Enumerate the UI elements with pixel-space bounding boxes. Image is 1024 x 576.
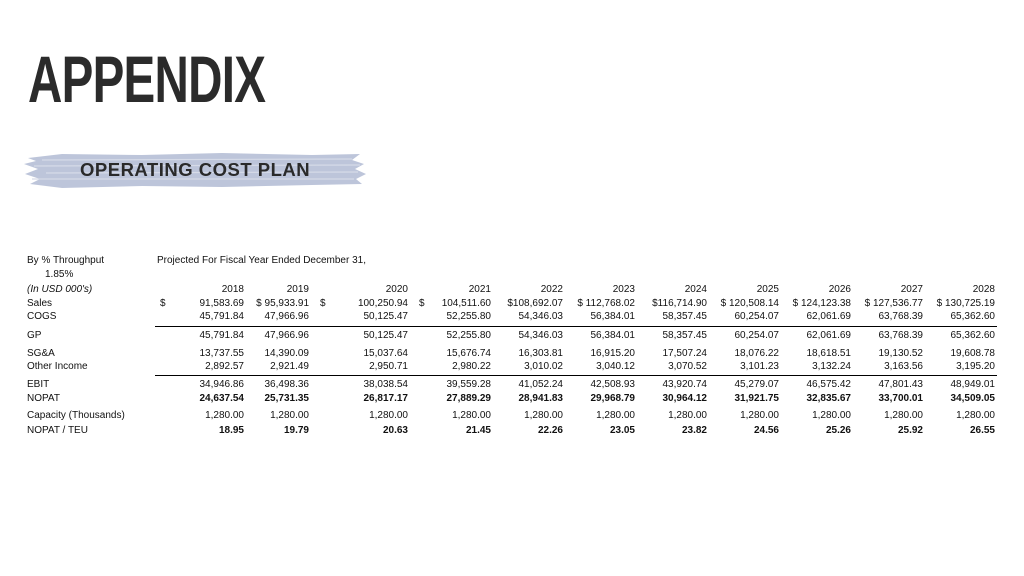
row-label: SG&A xyxy=(27,348,55,359)
table-cell: 19,608.78 xyxy=(950,348,995,359)
subtotal-rule xyxy=(155,326,997,327)
table-cell: $ 112,768.02 xyxy=(577,298,635,309)
table-cell: 100,250.94 xyxy=(357,298,408,309)
table-cell: 1,280.00 xyxy=(812,410,851,421)
table-cell: 3,040.12 xyxy=(596,361,635,372)
table-cell: 56,384.01 xyxy=(590,330,635,341)
table-cell: 33,700.01 xyxy=(878,393,923,404)
table-cell: $ 127,536.77 xyxy=(864,298,923,309)
table-cell: 31,921.75 xyxy=(734,393,779,404)
table-cell: 14,390.09 xyxy=(264,348,309,359)
table-cell: $ 95,933.91 xyxy=(256,298,309,309)
table-cell: $ 124,123.38 xyxy=(792,298,851,309)
table-cell: 19,130.52 xyxy=(878,348,923,359)
table-cell: $ 130,725.19 xyxy=(936,298,995,309)
table-cell: 34,946.86 xyxy=(199,379,244,390)
table-cell: 36,498.36 xyxy=(264,379,309,390)
table-cell: 45,791.84 xyxy=(199,311,244,322)
table-cell: 18.95 xyxy=(218,425,244,436)
table-cell: 3,101.23 xyxy=(740,361,779,372)
table-cell: 45,791.84 xyxy=(199,330,244,341)
table-cell: 2,921.49 xyxy=(270,361,309,372)
table-cell: 21.45 xyxy=(465,425,491,436)
year-header: 2028 xyxy=(972,284,995,295)
row-label: Sales xyxy=(27,298,53,309)
table-cell: 54,346.03 xyxy=(518,330,563,341)
year-header: 2020 xyxy=(385,284,408,295)
table-cell: 24,637.54 xyxy=(199,393,244,404)
table-cell: 24.56 xyxy=(753,425,779,436)
table-cell: 26.55 xyxy=(969,425,995,436)
table-cell: $ 120,508.14 xyxy=(720,298,779,309)
section-label: OPERATING COST PLAN xyxy=(80,159,311,180)
year-header: 2019 xyxy=(286,284,309,295)
row-label: NOPAT xyxy=(27,393,60,404)
header-left: By % Throughput xyxy=(27,255,105,266)
page-title: APPENDIX xyxy=(28,42,266,116)
table-cell: 50,125.47 xyxy=(363,311,408,322)
table-cell: 41,052.24 xyxy=(518,379,563,390)
table-cell: 1,280.00 xyxy=(452,410,491,421)
units-label: (In USD 000's) xyxy=(27,284,93,295)
table-cell: 52,255.80 xyxy=(446,330,491,341)
table-cell: 2,892.57 xyxy=(205,361,244,372)
table-cell: 54,346.03 xyxy=(518,311,563,322)
table-cell: 47,801.43 xyxy=(878,379,923,390)
table-cell: 62,061.69 xyxy=(806,311,851,322)
year-header: 2022 xyxy=(540,284,563,295)
year-header: 2027 xyxy=(900,284,923,295)
table-cell: 3,163.56 xyxy=(884,361,923,372)
year-header: 2023 xyxy=(612,284,635,295)
table-cell: 1,280.00 xyxy=(740,410,779,421)
row-label: GP xyxy=(27,330,42,341)
table-cell: 38,038.54 xyxy=(363,379,408,390)
table-cell: 104,511.60 xyxy=(441,298,491,309)
row-label: Capacity (Thousands) xyxy=(27,410,125,421)
table-cell: 42,508.93 xyxy=(590,379,635,390)
table-cell: 29,968.79 xyxy=(590,393,635,404)
currency-mark: $ xyxy=(160,298,166,309)
table-cell: 56,384.01 xyxy=(590,311,635,322)
table-cell: 3,010.02 xyxy=(524,361,563,372)
table-cell: 15,037.64 xyxy=(363,348,408,359)
year-header: 2018 xyxy=(221,284,244,295)
table-cell: 58,357.45 xyxy=(662,330,707,341)
table-cell: 22.26 xyxy=(537,425,563,436)
table-cell: 28,941.83 xyxy=(518,393,563,404)
table-cell: 2,980.22 xyxy=(452,361,491,372)
table-cell: 46,575.42 xyxy=(806,379,851,390)
table-cell: 63,768.39 xyxy=(878,330,923,341)
table-cell: 20.63 xyxy=(382,425,408,436)
table-cell: 3,132.24 xyxy=(812,361,851,372)
row-label: NOPAT / TEU xyxy=(27,425,88,436)
table-cell: 27,889.29 xyxy=(446,393,491,404)
throughput-pct: 1.85% xyxy=(45,269,74,280)
table-cell: 63,768.39 xyxy=(878,311,923,322)
table-cell: 16,915.20 xyxy=(590,348,635,359)
year-header: 2021 xyxy=(468,284,491,295)
currency-mark: $ xyxy=(320,298,326,309)
table-cell: 43,920.74 xyxy=(662,379,707,390)
table-cell: 23.05 xyxy=(609,425,635,436)
table-cell: 1,280.00 xyxy=(369,410,408,421)
table-cell: 1,280.00 xyxy=(524,410,563,421)
table-cell: $116,714.90 xyxy=(652,298,707,309)
table-cell: 18,076.22 xyxy=(734,348,779,359)
table-cell: 18,618.51 xyxy=(806,348,851,359)
table-cell: 47,966.96 xyxy=(264,311,309,322)
table-cell: 1,280.00 xyxy=(668,410,707,421)
table-cell: 52,255.80 xyxy=(446,311,491,322)
table-cell: 25.26 xyxy=(825,425,851,436)
year-header: 2026 xyxy=(828,284,851,295)
table-cell: 19.79 xyxy=(283,425,309,436)
table-cell: 25.92 xyxy=(897,425,923,436)
table-cell: 30,964.12 xyxy=(662,393,707,404)
table-cell: 3,070.52 xyxy=(668,361,707,372)
table-cell: 15,676.74 xyxy=(446,348,491,359)
header-caption: Projected For Fiscal Year Ended December 31, xyxy=(157,255,366,266)
table-cell: 34,509.05 xyxy=(950,393,995,404)
currency-mark: $ xyxy=(419,298,425,309)
year-header: 2024 xyxy=(684,284,707,295)
table-cell: 17,507.24 xyxy=(662,348,707,359)
subtotal-rule xyxy=(155,375,997,376)
row-label: Other Income xyxy=(27,361,88,372)
table-cell: 65,362.60 xyxy=(950,330,995,341)
table-cell: 47,966.96 xyxy=(264,330,309,341)
table-cell: 32,835.67 xyxy=(806,393,851,404)
table-cell: 2,950.71 xyxy=(369,361,408,372)
table-cell: 39,559.28 xyxy=(446,379,491,390)
table-cell: 50,125.47 xyxy=(363,330,408,341)
table-cell: 58,357.45 xyxy=(662,311,707,322)
table-cell: 23.82 xyxy=(681,425,707,436)
table-cell: 1,280.00 xyxy=(205,410,244,421)
table-cell: 60,254.07 xyxy=(734,311,779,322)
table-cell: 16,303.81 xyxy=(518,348,563,359)
table-cell: 1,280.00 xyxy=(884,410,923,421)
table-cell: 62,061.69 xyxy=(806,330,851,341)
table-cell: 48,949.01 xyxy=(950,379,995,390)
table-cell: 1,280.00 xyxy=(596,410,635,421)
table-cell: 26,817.17 xyxy=(363,393,408,404)
table-cell: 65,362.60 xyxy=(950,311,995,322)
table-cell: $108,692.07 xyxy=(507,298,563,309)
table-cell: 3,195.20 xyxy=(956,361,995,372)
table-cell: 60,254.07 xyxy=(734,330,779,341)
table-cell: 1,280.00 xyxy=(270,410,309,421)
row-label: COGS xyxy=(27,311,57,322)
table-cell: 45,279.07 xyxy=(734,379,779,390)
row-label: EBIT xyxy=(27,379,50,390)
table-cell: 1,280.00 xyxy=(956,410,995,421)
table-cell: 91,583.69 xyxy=(199,298,244,309)
table-cell: 25,731.35 xyxy=(264,393,309,404)
table-cell: 13,737.55 xyxy=(199,348,244,359)
year-header: 2025 xyxy=(756,284,779,295)
